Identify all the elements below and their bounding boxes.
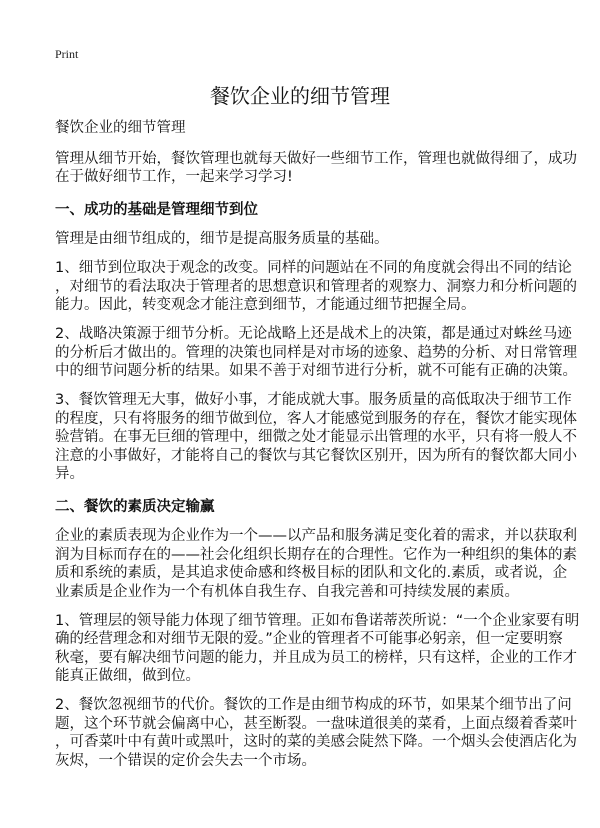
text-line: 1、管理层的领导能力体现了细节管理。正如布鲁诺蒂茨所说：“一个企业家要有明 [55, 612, 580, 629]
text-line: 灰烬，一个错误的定价会失去一个市场。 [55, 752, 316, 769]
text-line: 秋毫，要有解决细节问题的能力，并且成为员工的榜样，只有这样，企业的工作才 [55, 649, 577, 666]
text-line: 中的细节问题分析的结果。如果不善于对细节进行分析，就不可能有正确的决策。 [55, 363, 577, 379]
section2-heading: 二、餐饮的素质决定输赢 [55, 499, 215, 515]
section2-point-1 [55, 612, 580, 686]
text-line: 的程度，只有将服务的细节做到位，客人才能感觉到服务的存在，餐饮才能实现体 [55, 410, 577, 427]
section2-lead [55, 527, 577, 601]
text-line: 能力。因此，转变观念才能注意到细节，才能通过细节把握全局。 [55, 297, 476, 313]
section1-heading: 一、成功的基础是管理细节到位 [55, 202, 258, 218]
text-line: 3、餐饮管理无大事，做好小事，才能成就大事。服务质量的高低取决于细节工作 [55, 392, 572, 408]
text-line: 管理是由细节组成的，细节是提高服务质量的基础。 [55, 231, 389, 247]
text-line: 注意的小事做好，才能将自己的餐饮与其它餐饮区别开，因为所有的餐饮都大同小 [55, 447, 577, 464]
print-link[interactable]: Print [55, 47, 79, 61]
text-line: 题，这个环节就会偏离中心，甚至断裂。一盘味道很美的菜肴，上面点缀着香菜叶 [55, 715, 577, 732]
text-line: 异。 [55, 466, 84, 482]
text-line: 1、细节到位取决于观念的改变。同样的问题站在不同的角度就会得出不同的结论 [55, 260, 572, 276]
text-line: 验营销。在事无巨细的管理中，细微之处才能显示出管理的水平，只有将一般人不 [55, 429, 577, 445]
section2-point-2 [55, 696, 577, 770]
text-line: 的分析后才做出的。管理的决策也同样是对市场的迹象、趋势的分析、对日常管理 [55, 344, 577, 361]
document-title: 餐饮企业的细节管理 [210, 84, 390, 108]
text-line: 能真正做细，做到位。 [55, 668, 200, 684]
subtitle: 餐饮企业的细节管理 [55, 120, 186, 136]
intro-paragraph [55, 150, 577, 187]
text-line: 在于做好细节工作，一起来学习学习! [55, 169, 293, 185]
document-body [55, 119, 580, 781]
text-line: 确的经营理念和对细节无限的爱。”企业的管理者不可能事必躬亲，但一定要明察 [55, 631, 563, 647]
section1-point-1 [55, 259, 577, 315]
text-line: ，可香菜叶中有黄叶或黑叶，这时的菜的美感会陡然下降。一个烟头会使酒店化为 [55, 734, 577, 750]
section1-point-2 [55, 325, 577, 381]
text-line: 润为目标而存在的——社会化组织长期存在的合理性。它作为一种组织的集体的素 [55, 546, 577, 563]
text-line: 质和系统的素质，是其追求使命感和终极目标的团队和文化的.素质，或者说，企 [55, 565, 568, 581]
section1-lead [55, 230, 555, 249]
text-line: ，对细节的看法取决于管理者的思想意识和管理者的观察力、洞察力和分析问题的 [55, 278, 577, 295]
text-line: 业素质是企业作为一个有机体自我生存、自我完善和可持续发展的素质。 [55, 583, 519, 600]
text-line: 企业的素质表现为企业作为一个——以产品和服务满足变化着的需求，并以获取利 [55, 528, 577, 544]
section1-point-3 [55, 391, 577, 484]
text-line: 2、战略决策源于细节分析。无论战略上还是战术上的决策，都是通过对蛛丝马迹 [55, 326, 572, 342]
text-line: 管理从细节开始，餐饮管理也就每天做好一些细节工作，管理也就做得细了，成功 [55, 150, 577, 167]
text-line: 2、餐饮忽视细节的代价。餐饮的工作是由细节构成的环节，如果某个细节出了问 [55, 697, 572, 713]
